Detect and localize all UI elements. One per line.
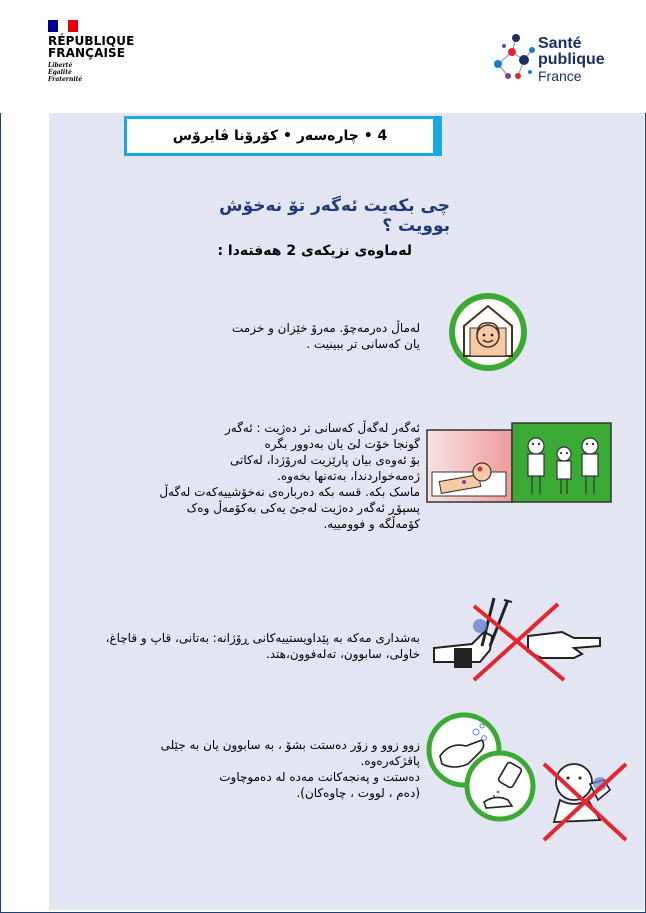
item-2-text [150, 420, 420, 532]
spf-line3: France [538, 68, 582, 84]
item-3-line: خاولی، سابوون، تەلەفوون،هتد. [265, 647, 420, 661]
page-subtitle: لەماوەی نزیکەی 2 هەفتەدا : [217, 243, 412, 259]
item-2-line: ئەگەر لەگەڵ کەسانی تر دەژیت : ئەگەر [224, 421, 420, 435]
spf-wordmark [538, 36, 605, 84]
hand-washing-icon [424, 712, 536, 822]
republique-motto [48, 62, 134, 83]
republique-line2: FRANÇAISE [48, 46, 126, 60]
no-sharing-icon [432, 592, 602, 684]
section-banner [124, 116, 442, 156]
item-4-line: زوو زوو و زۆر دەستت بشۆ ، بە سابوون یان بە جێلی [160, 738, 420, 752]
no-face-touching-icon [540, 760, 632, 844]
motto-egalite: Égalité [48, 69, 72, 76]
item-4-line: دەستت و پەنجەکانت مەدە لە دەموچاوت [219, 770, 420, 784]
item-4-line: پاقژکەرەوە. [360, 754, 420, 768]
banner-text: 4 • چارەسەر • کۆرۆنا ڤایرۆس [172, 128, 388, 144]
item-2-line: کۆمەڵگە و فوومییە. [323, 517, 420, 531]
isolation-illustration [426, 422, 612, 504]
item-1-text [180, 320, 420, 352]
item-1-line: یان کەسانی تر ببینیت . [306, 337, 420, 351]
item-2-line: پسپۆڕ ئەگەر دەژیت لەجێ یەکی بەکۆمەڵ وەک [186, 501, 420, 515]
republique-line1: RÉPUBLIQUE [48, 34, 135, 48]
stay-home-icon [448, 292, 528, 372]
sante-publique-france-logo [490, 30, 620, 94]
republique-francaise-logo [48, 20, 134, 83]
item-3-text [90, 630, 420, 662]
item-2-line: بۆ ئەوەی بیان پارێزیت لەرۆژدا، لەکاتی [230, 453, 420, 467]
item-1-line: لەماڵ دەرمەچۆ. مەرۆ خێزان و خزمت [232, 321, 420, 335]
spf-line1: Santé [538, 35, 582, 52]
spf-line2: publique [538, 51, 605, 68]
motto-liberte: Liberté [48, 62, 73, 69]
motto-fraternite: Fraternité [48, 76, 83, 83]
item-2-line: ماسک بکە. قسە بکە دەربارەی نەخۆشییەکەت لەگەڵ [159, 485, 420, 499]
french-flag-icon [48, 20, 78, 32]
item-2-line: گونجا خۆت لێ یان بەدوور بگرە [264, 437, 420, 451]
page-title: چی بکەیت ئەگەر تۆ نەخۆش بوویت ؟ [219, 196, 450, 236]
item-4-line: (دەم ، لووت ، چاوەکان). [296, 786, 420, 800]
header [0, 0, 646, 113]
item-2-line: ژەمەخواردندا، بەتەنها بخەوە. [277, 469, 420, 483]
item-4-text [110, 737, 420, 801]
item-3-line: بەشداری مەکە بە پێداویستییەکانی ڕۆژانە: بەتانی، قاپ و قاچاغ، [105, 631, 420, 645]
molecule-icon [490, 30, 540, 94]
